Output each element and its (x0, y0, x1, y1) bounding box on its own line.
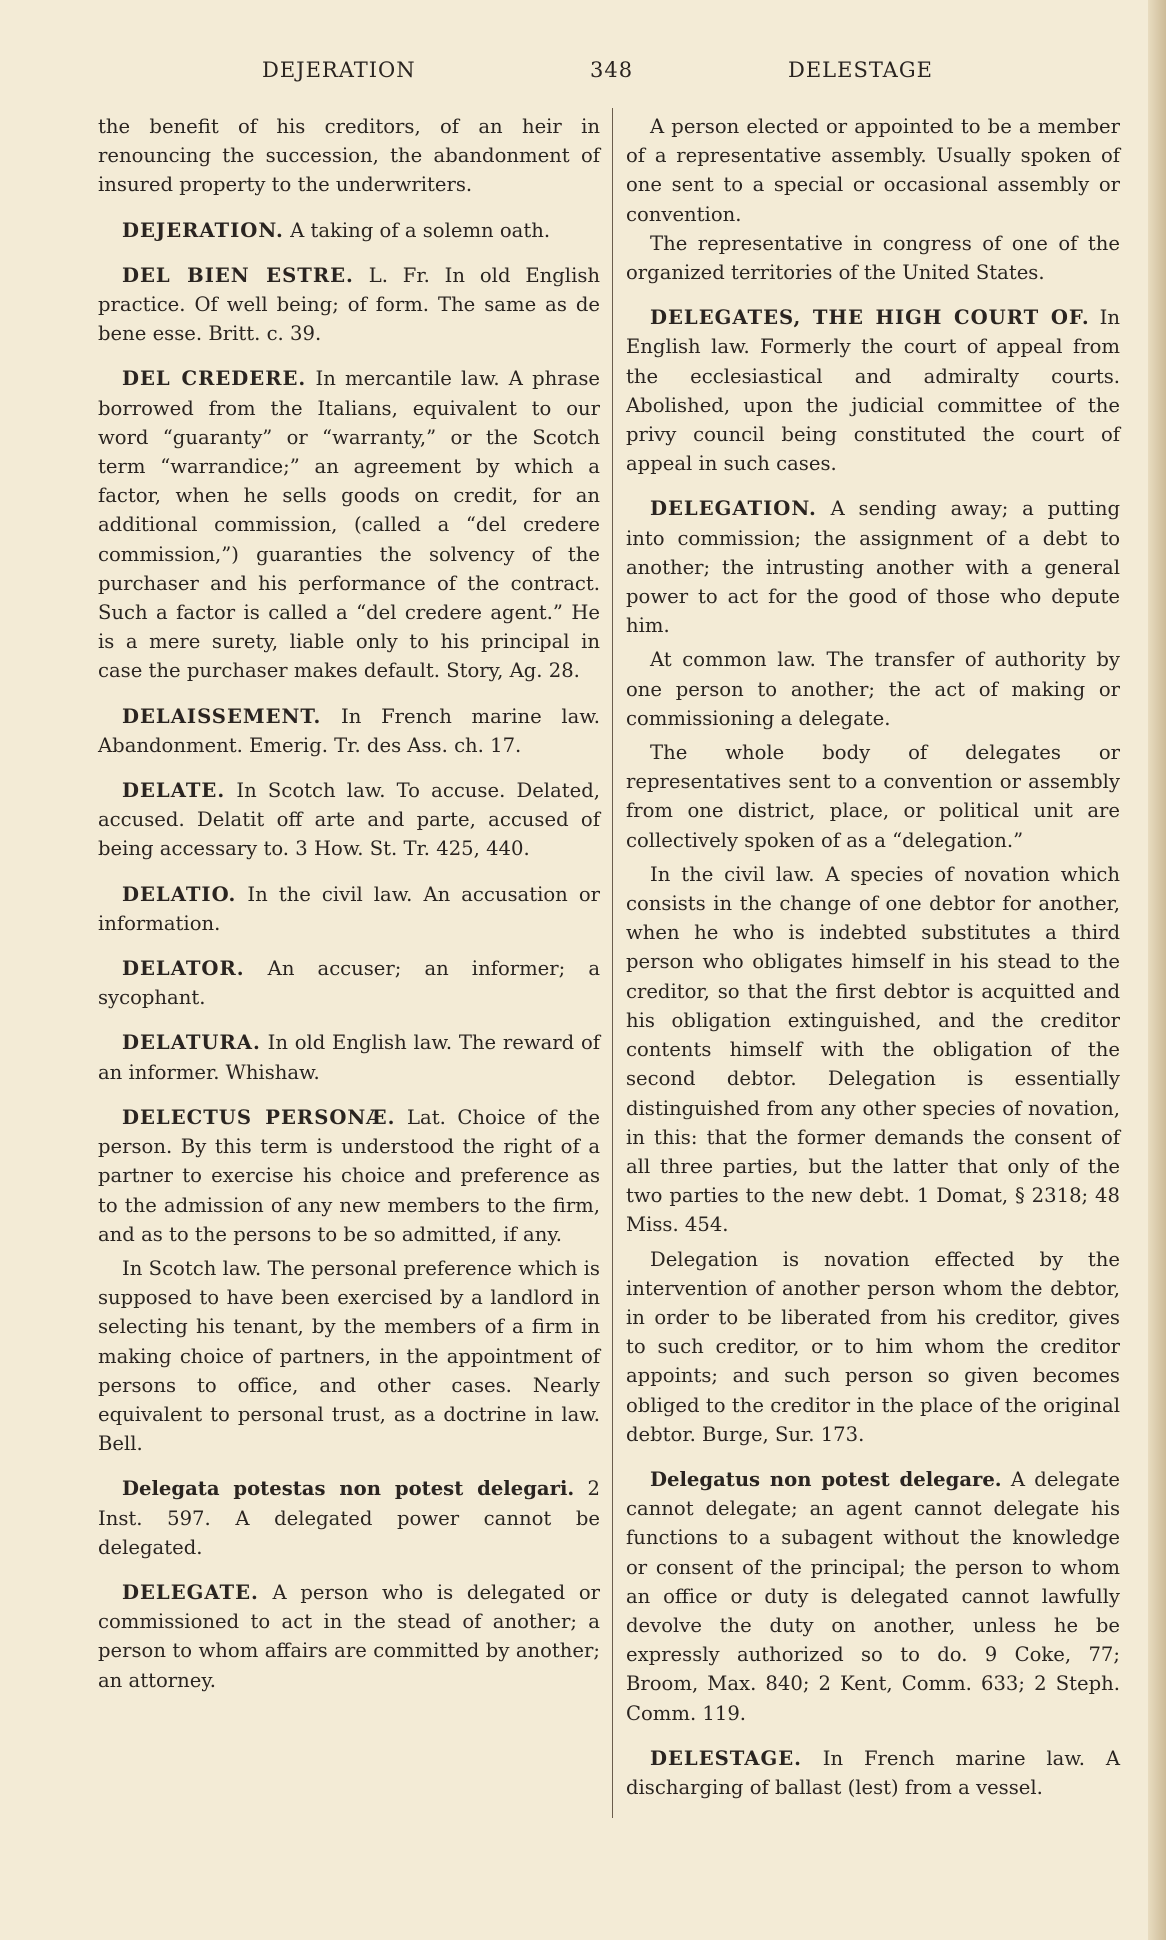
entry-dejeration (98, 216, 600, 245)
entry-subparagraph (626, 738, 1120, 855)
entry-subparagraph (626, 1245, 1120, 1449)
entry-delestage (626, 1744, 1120, 1802)
entry-headword: DELATIO. (122, 882, 237, 906)
entry-headword: Delegata potestas non potest delegari. (122, 1477, 575, 1501)
entry-text: A delegate cannot delegate; an agent cannot delegate his functions to a subagent without the knowledge or consent of the principal; the person to whom an office or duty is delegated cannot lawfully devolve the duty on another, unless he be expressly authorized so to do. 9 Coke, 77; Broom, Max. 840; 2 Kent, Comm. 633; 2 Steph. Comm. 119. (626, 1467, 1121, 1725)
entry-headword: DELATOR. (122, 957, 245, 981)
page-number: 348 (590, 58, 634, 82)
entry-delegation (626, 494, 1120, 640)
entry-text: 2 Inst. 597. A delegated power cannot be delegated. (98, 1477, 600, 1559)
entry-subparagraph (626, 229, 1120, 287)
entry-delectus-personae (98, 1103, 600, 1249)
entry-continuation (98, 112, 600, 200)
running-header (0, 58, 1166, 94)
entry-subparagraph (626, 860, 1120, 1240)
entry-text: In mercantile law. A phrase borrowed from the Italians, equivalent to our word “guaranty” or “warranty,” or the Scotch term “warrandice;” an agreement by which a factor, when he sells goods on credit, for an additional commission, (called a “del credere commission,”) guaranties the solvency of the purchaser and his performance of the contract. Such a factor is called a “del credere agent.” He is a mere surety, liable only to his principal in case the purchaser makes default. Story, Ag. 28. (98, 367, 600, 683)
entry-headword: DELEGATE. (122, 1580, 259, 1604)
left-column (98, 112, 600, 1695)
entry-text: At common law. The transfer of authority by one person to another; the act of making or commissioning a delegate. (626, 648, 1120, 730)
entry-text: An accuser; an informer; a sycophant. (98, 957, 600, 1010)
entry-text: A person elected or appointed to be a member of a representative assembly. Usually spoken of one sent to a special or occasional assembly or convention. (626, 115, 1120, 226)
header-right-guideword: DELESTAGE (788, 58, 933, 82)
entry-delaissement (98, 702, 600, 760)
entry-subparagraph (626, 112, 1120, 229)
entry-del-credere (98, 364, 600, 685)
entry-delatio (98, 880, 600, 938)
entry-text: A taking of a solemn oath. (290, 218, 551, 242)
entry-delegates-high-court (626, 303, 1120, 478)
entry-text: In Scotch law. To accuse. Delated, accused. Delatit off arte and parte, accused of being accessary to. 3 How. St. Tr. 425, 440. (98, 779, 600, 861)
entry-text: In French marine law. Abandonment. Emerig. Tr. des Ass. ch. 17. (98, 704, 601, 757)
entry-headword: DELAISSEMENT. (122, 704, 322, 728)
entry-headword: DELECTUS PERSONÆ. (122, 1105, 396, 1129)
entry-text: In English law. Formerly the court of appeal from the ecclesiastical and admiralty courts. Abolished, upon the judicial committee of the privy council being constituted the court of appeal in such cases. (626, 306, 1121, 476)
entry-delatura (98, 1028, 600, 1086)
entry-delate (98, 776, 600, 864)
entry-text: A person who is delegated or commissioned to act in the stead of another; a person to whom affairs are committed by another; an attorney. (98, 1580, 600, 1692)
entry-delegate (98, 1578, 600, 1695)
entry-headword: Delegatus non potest delegare. (650, 1467, 1002, 1491)
entry-text: In old English law. The reward of an informer. Whishaw. (98, 1031, 600, 1084)
page-edge (1148, 0, 1166, 1940)
entry-headword: DELESTAGE. (650, 1746, 802, 1770)
column-divider (612, 108, 613, 1818)
entry-text: In the civil law. A species of novation which consists in the change of one debtor for another, when he who is indebted substitutes a third person who obligates himself in his stead to the creditor, so that the first debtor is acquitted and his obligation extinguished, and the creditor contents himself with the obligation of the second debtor. Delegation is essentially distinguished from any other species of novation, in this: that the former demands the consent of all three parties, but the latter that only of the two parties to the new debt. 1 Domat, § 2318; 48 Miss. 454. (626, 862, 1120, 1237)
entry-headword: DELEGATION. (650, 497, 817, 521)
entry-text: In the civil law. An accusation or information. (98, 882, 600, 935)
entry-delegata-potestas (98, 1474, 600, 1562)
entry-text: In Scotch law. The personal preference which is supposed to have been exercised by a landlord in selecting his tenant, by the members of a firm in making choice of partners, in the appointment of persons to office, and other cases. Nearly equivalent to personal trust, as a doctrine in law. Bell. (98, 1256, 600, 1456)
entry-headword: DELEGATES, THE HIGH COURT OF. (650, 306, 1090, 330)
entry-delegatus-non-potest (626, 1465, 1120, 1728)
entry-text: L. Fr. In old English practice. Of well being; of form. The same as de bene esse. Britt. c. 39. (98, 263, 601, 346)
entry-text: Delegation is novation effected by the intervention of another person whom the debtor, in order to be liberated from his creditor, gives to such creditor, or to him whom the creditor appoints; and such person so given becomes obliged to the creditor in the place of the original debtor. Burge, Sur. 173. (626, 1247, 1120, 1446)
entry-headword: DEJERATION. (122, 218, 284, 242)
entry-text: A sending away; a putting into commission; the assignment of a debt to another; the intrusting another with a general power to act for the good of those who depute him. (626, 497, 1120, 638)
entry-text: Lat. Choice of the person. By this term is understood the right of a partner to exercise his choice and preference as to the admission of any new members to the firm, and as to the persons to be so admitted, if any. (98, 1105, 600, 1246)
entry-headword: DELATE. (122, 779, 226, 803)
entry-delator (98, 954, 600, 1012)
header-left-guideword: DEJERATION (262, 58, 416, 82)
entry-subparagraph (626, 645, 1120, 733)
entry-headword: DEL BIEN ESTRE. (122, 263, 354, 287)
entry-text: In French marine law. A discharging of ballast (lest) from a vessel. (626, 1746, 1120, 1799)
entry-headword: DELATURA. (122, 1031, 261, 1055)
right-column (626, 112, 1120, 1802)
entry-del-bien-estre (98, 261, 600, 349)
entry-subparagraph (98, 1254, 600, 1458)
entry-headword: DEL CREDERE. (122, 367, 307, 391)
entry-text: The whole body of delegates or representatives sent to a convention or assembly from one district, place, or political unit are collectively spoken of as a “delegation.” (626, 741, 1120, 852)
entry-text: the benefit of his creditors, of an heir in renouncing the succession, the abandonment of insured property to the underwriters. (98, 115, 600, 197)
entry-text: The representative in congress of one of the organized territories of the United States. (626, 231, 1120, 285)
